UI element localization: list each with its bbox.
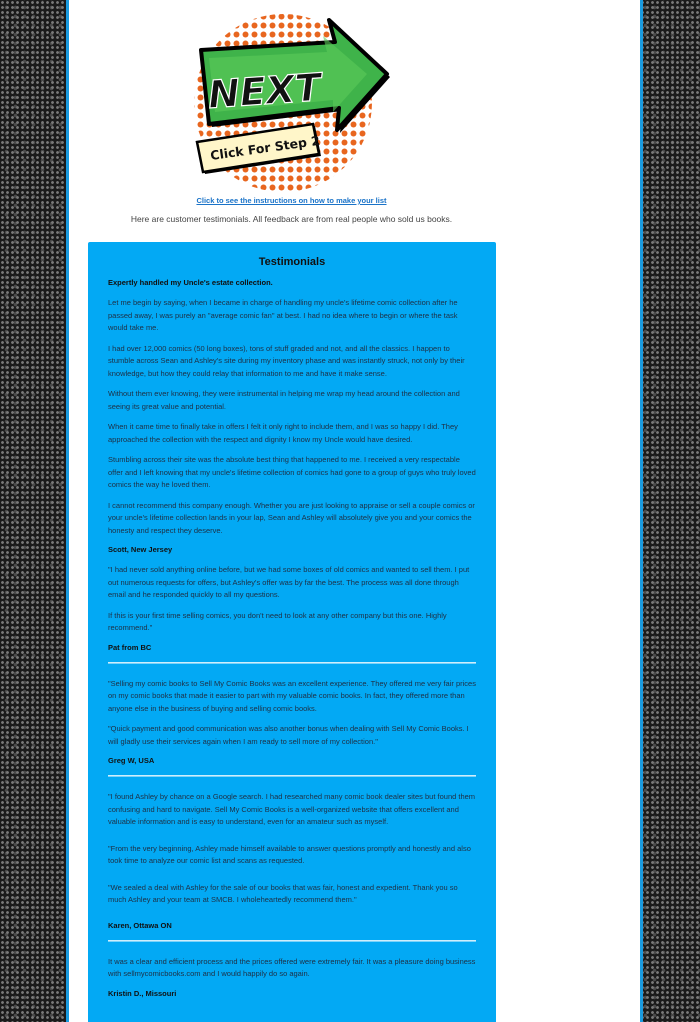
divider	[108, 662, 476, 664]
instructions-link[interactable]: Click to see the instructions on how to make your list	[196, 196, 387, 205]
testimonial-paragraph: Let me begin by saying, when I became in charge of handling my uncle's lifetime comic collection after he passed away, I was purely an "average comic fan" at best. I had no idea where to begin or where the task would take me.	[108, 298, 458, 332]
testimonial-paragraph: "We sealed a deal with Ashley for the sale of our books that was fair, honest and expedient. Thank you so much Ashley and your team at SMCB. I wholeheartedly recommend them."	[108, 882, 458, 904]
testimonial-author: Scott, New Jersey	[108, 545, 173, 554]
testimonial-paragraph: I cannot recommend this company enough. Whether you are just looking to appraise or sell a couple comics or your uncle's lifetime collection lands in your lap, Sean and Ashley will absolutely give you and your comics the honesty and respect they deserve.	[108, 500, 475, 535]
testimonial-paragraph: It was a clear and efficient process and the prices offered were extremely fair. It was a pleasure doing business with sellmycomicbooks.com and I would happily do so again.	[108, 956, 476, 978]
next-arrow-graphic[interactable]	[187, 12, 397, 194]
testimonial-author: Pat from BC	[108, 642, 152, 652]
click-step-text: Click For Step 2	[209, 132, 321, 163]
testimonial-paragraph: Without them ever knowing, they were instrumental in helping me wrap my head around the collection and seeing its great value and potential.	[108, 389, 460, 411]
divider	[108, 775, 476, 777]
testimonials-title: Testimonials	[258, 256, 326, 268]
testimonial-author: Karen, Ottawa ON	[108, 920, 172, 930]
testimonial-paragraph: When it came time to finally take in offers I felt it only right to include them, and I was so happy I did. They approached the collection with the respect and dignity I know my Uncle would have desired.	[108, 422, 458, 444]
divider	[108, 940, 476, 942]
testimonials-box	[88, 242, 496, 1022]
testimonial-paragraph: "Selling my comic books to Sell My Comic Books was an excellent experience. They offered me very fair prices on my comic books that made it easier to part with my valuable comic books. In fact, they offered more than anyone else in the business of buying and selling comic books.	[108, 678, 476, 713]
testimonial-paragraph: "I had never sold anything online before, but we had some boxes of old comics and wanted to sell them. I put out numerous requests for offers, but Ashley's offer was by far the best. The process was all done through email and he responded quickly to all my questions.	[108, 565, 470, 599]
page-content	[66, 0, 643, 1022]
testimonial-heading: Expertly handled my Uncle's estate collection.	[108, 278, 273, 287]
testimonial-paragraph: If this is your first time selling comics, you don't need to look at any other company but this one. Highly recommend."	[108, 610, 447, 632]
testimonial-paragraph: Stumbling across their site was the absolute best thing that happened to me. I received a very respectable offer and I left knowing that my uncle's lifetime collection of comics had gone to a group of guys who truly loved comics the way he loved them.	[108, 455, 476, 489]
intro-text: Here are customer testimonials. All feedback are from real people who sold us books.	[130, 214, 453, 224]
testimonial-author: Greg W, USA	[108, 756, 155, 765]
testimonial-author: Kristin D., Missouri	[108, 988, 177, 998]
testimonial-paragraph: "I found Ashley by chance on a Google search. I had researched many comic book dealer sites but found them confusing and hard to navigate. Sell My Comic Books is a well-organized website that offers excellent and valuable information and is easy to understand, even for an amateur such as myself.	[108, 792, 476, 826]
next-step-banner[interactable]	[187, 12, 397, 194]
testimonial-paragraph: I had over 12,000 comics (50 long boxes), tons of stuff graded and not, and all the classics. I happen to stumble across Sean and Ashley's site during my inventory phase and was instantly struck, not only by their knowledge, but how they could relay that information to me and have it make sense.	[108, 343, 465, 378]
testimonial-paragraph: "Quick payment and good communication was also another bonus when dealing with Sell My Comic Books. I will gladly use their services again when I am ready to sell more of my collection."	[108, 724, 469, 746]
testimonial-paragraph: "From the very beginning, Ashley made himself available to answer questions promptly and honestly and also took time to analyze our comic list and scans as requested.	[108, 843, 471, 865]
next-text: NEXT	[206, 65, 323, 117]
